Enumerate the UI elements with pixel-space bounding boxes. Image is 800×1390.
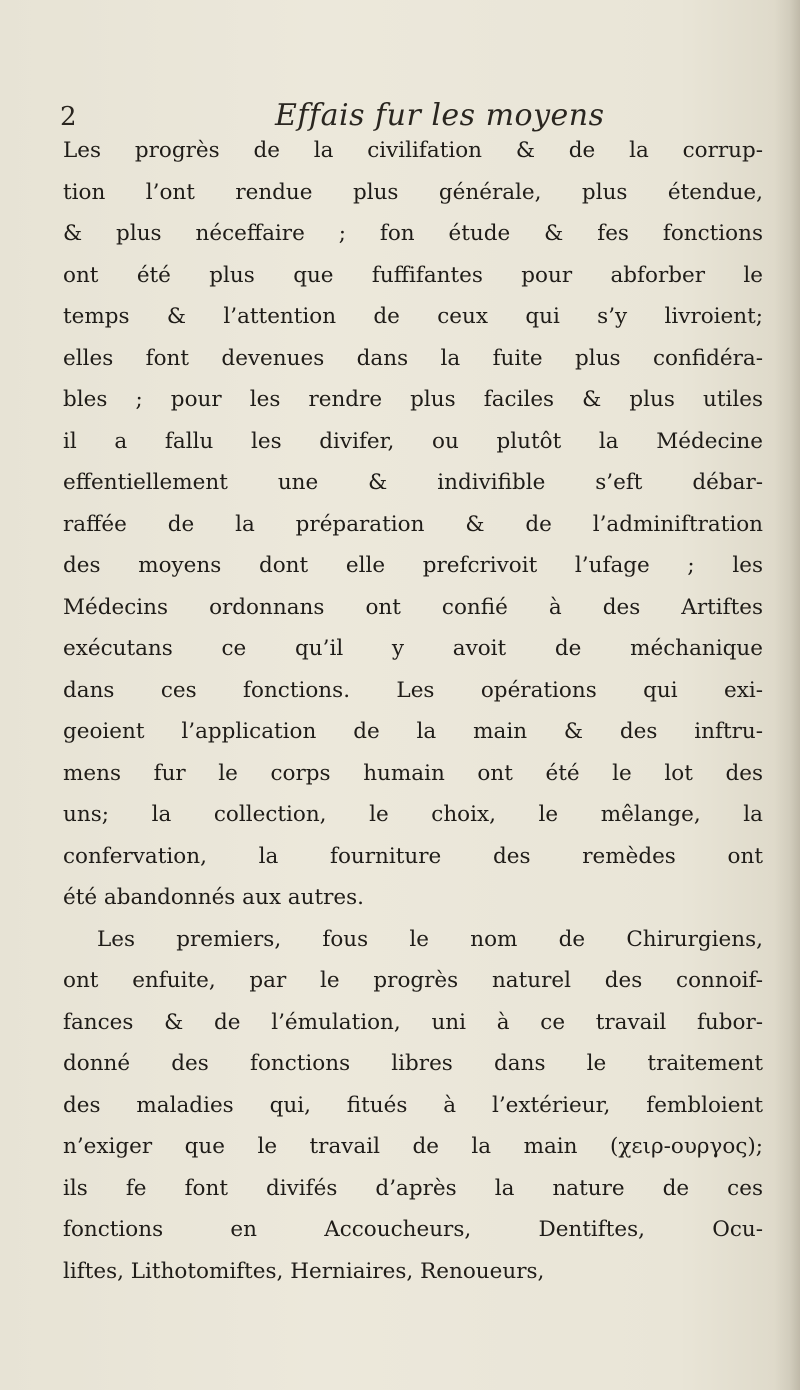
text-line: confervation, la fourniture des remèdes ont <box>63 843 763 869</box>
text-line: il a fallu les divifer, ou plutôt la Médecine <box>63 428 763 454</box>
text-line: bles ; pour les rendre plus faciles & plus utiles <box>63 387 763 412</box>
text-line: donné des fonctions libres dans le traitement <box>63 1051 763 1076</box>
text-line: ont été plus que fuffifantes pour abforber le <box>63 262 763 288</box>
text-line: temps & l’attention de ceux qui s’y livroient; <box>63 304 763 329</box>
text-line: des maladies qui, fitués à l’extérieur, fembloient <box>63 1092 763 1118</box>
text-line: ils fe font divifés d’après la nature de ces <box>63 1175 763 1201</box>
text-line: Médecins ordonnans ont confié à des Artiftes <box>63 594 763 620</box>
text-line: tion l’ont rendue plus générale, plus étendue, <box>63 179 763 205</box>
page-number: 2 <box>60 102 77 132</box>
text-line: des moyens dont elle prefcrivoit l’ufage ; les <box>63 553 763 578</box>
text-line: effentiellement une & indivifible s’eft débar- <box>63 470 763 495</box>
text-line: raffée de la préparation & de l’adminiftration <box>63 511 763 537</box>
text-line: uns; la collection, le choix, le mêlange, la <box>63 802 763 827</box>
text-line: ont enfuite, par le progrès naturel des connoif- <box>63 968 763 993</box>
page-edge-shadow <box>774 0 800 1390</box>
text-line: n’exiger que le travail de la main (χειρ-ουργος); <box>63 1134 763 1159</box>
text-line: elles font devenues dans la fuite plus confidéra- <box>63 345 763 371</box>
text-line: liftes, Lithotomiftes, Herniaires, Renoueurs, <box>63 1258 545 1284</box>
paragraph-start-line: Les premiers, fous le nom de Chirurgiens, <box>97 926 763 952</box>
text-line: exécutans ce qu’il y avoit de méchanique <box>63 636 763 661</box>
text-line: geoient l’application de la main & des inftru- <box>63 719 763 744</box>
text-line: & plus néceffaire ; fon étude & fes fonctions <box>63 221 763 246</box>
text-line: dans ces fonctions. Les opérations qui exi- <box>63 677 763 703</box>
text-line: Les progrès de la civilifation & de la corrup- <box>63 138 763 163</box>
body-text <box>63 130 763 1292</box>
text-line: fonctions en Accoucheurs, Dentiftes, Ocu- <box>63 1217 763 1242</box>
running-title: Effais fur les moyens <box>275 98 605 133</box>
text-line: mens fur le corps humain ont été le lot des <box>63 760 763 786</box>
paragraph-end-line: été abandonnés aux autres. <box>63 885 364 910</box>
text-line: fances & de l’émulation, uni à ce travail fubor- <box>63 1009 763 1035</box>
